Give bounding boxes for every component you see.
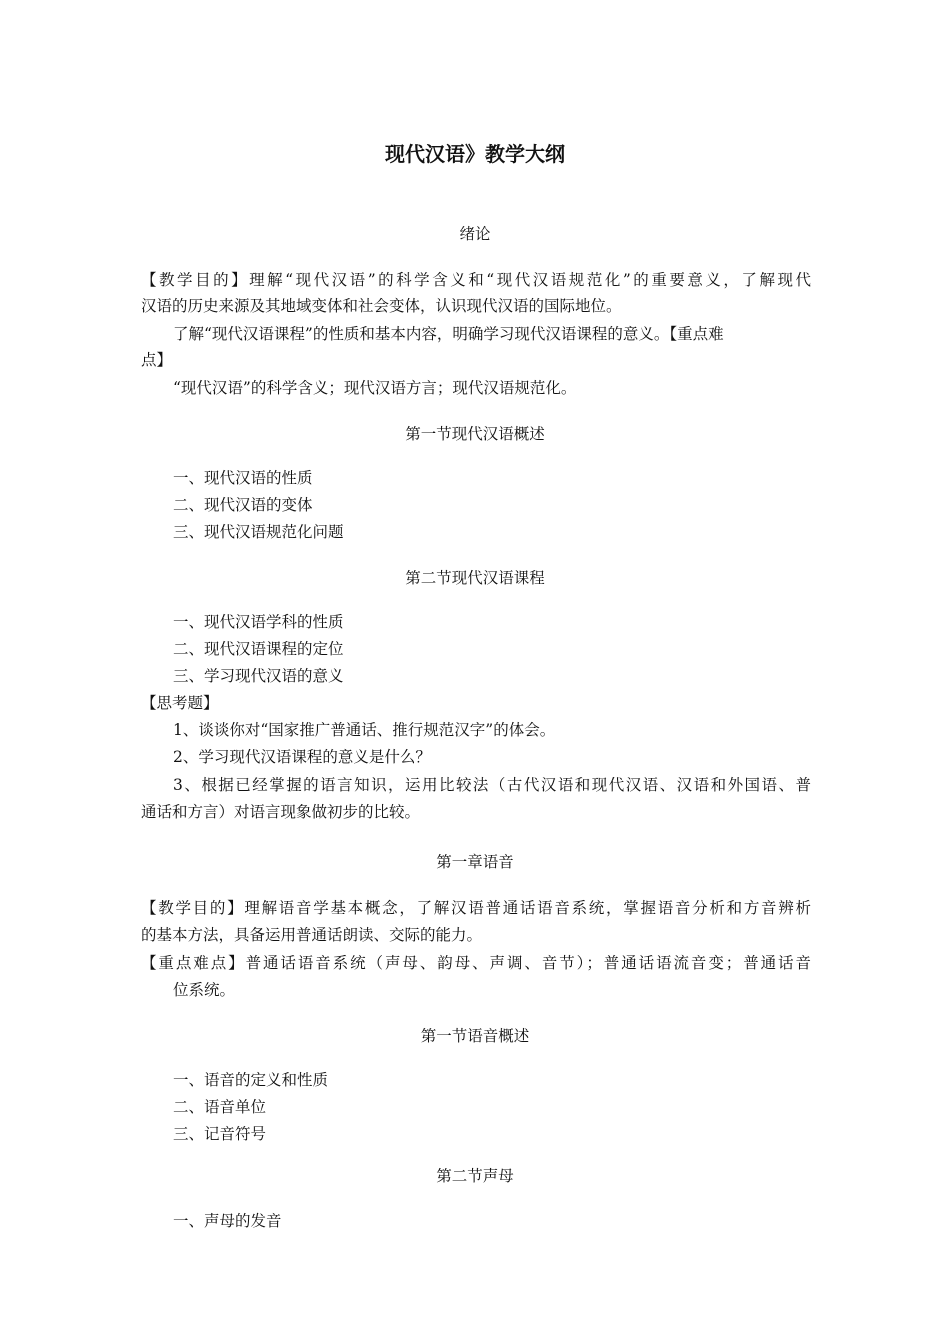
intro-section1-heading: 第一节现代汉语概述: [405, 425, 545, 443]
intro-objective-line-3: 了解“现代汉语课程”的性质和基本内容，明确学习现代汉语课程的意义。【重点难: [173, 325, 724, 343]
list-item: 二、语音单位: [173, 1098, 267, 1116]
chapter1-objective-line-1: 【教学目的】理解语音学基本概念，了解汉语普通话语音系统，掌握语音分析和方音辨析: [141, 899, 811, 917]
chapter1-keypoints-line-2: 位系统。: [173, 981, 236, 999]
intro-objective-line-4: 点】: [141, 351, 173, 369]
chapter1-heading: 第一章语音: [436, 853, 514, 871]
chapter1-section1-heading: 第一节语音概述: [420, 1027, 530, 1045]
question-item: 3、根据已经掌握的语言知识，运用比较法（古代汉语和现代汉语、汉语和外国语、普: [173, 776, 811, 794]
chapter1-keypoints-line-1: 【重点难点】普通话语音系统（声母、韵母、声调、音节）；普通话语流音变；普通话音: [141, 954, 811, 972]
list-item: 一、现代汉语学科的性质: [173, 613, 344, 631]
list-item: 三、现代汉语规范化问题: [173, 523, 344, 541]
list-item: 一、现代汉语的性质: [173, 469, 313, 487]
document-title: 现代汉语》教学大纲: [385, 142, 565, 166]
list-item: 二、现代汉语课程的定位: [173, 640, 344, 658]
intro-objective-line-2: 汉语的历史来源及其地域变体和社会变体，认识现代汉语的国际地位。: [141, 297, 622, 315]
chapter1-section2-heading: 第二节声母: [436, 1167, 514, 1185]
intro-keypoints: “现代汉语”的科学含义；现代汉语方言；现代汉语规范化。: [173, 379, 577, 397]
chapter1-objective-line-2: 的基本方法，具备运用普通话朗读、交际的能力。: [141, 926, 483, 944]
list-item: 一、语音的定义和性质: [173, 1071, 329, 1089]
intro-section2-heading: 第二节现代汉语课程: [405, 569, 545, 587]
questions-label: 【思考题】: [141, 694, 219, 712]
question-item-continued: 通话和方言）对语言现象做初步的比较。: [141, 803, 421, 821]
intro-heading: 绪论: [459, 225, 491, 243]
intro-objective-line-1: 【教学目的】理解“现代汉语”的科学含义和“现代汉语规范化”的重要意义，了解现代: [141, 271, 811, 289]
list-item: 一、声母的发音: [173, 1212, 282, 1230]
list-item: 二、现代汉语的变体: [173, 496, 313, 514]
list-item: 三、记音符号: [173, 1125, 267, 1143]
list-item: 三、学习现代汉语的意义: [173, 667, 344, 685]
question-item: 2、学习现代汉语课程的意义是什么？: [173, 748, 431, 766]
question-item: 1、谈谈你对“国家推广普通话、推行规范汉字”的体会。: [173, 721, 556, 739]
